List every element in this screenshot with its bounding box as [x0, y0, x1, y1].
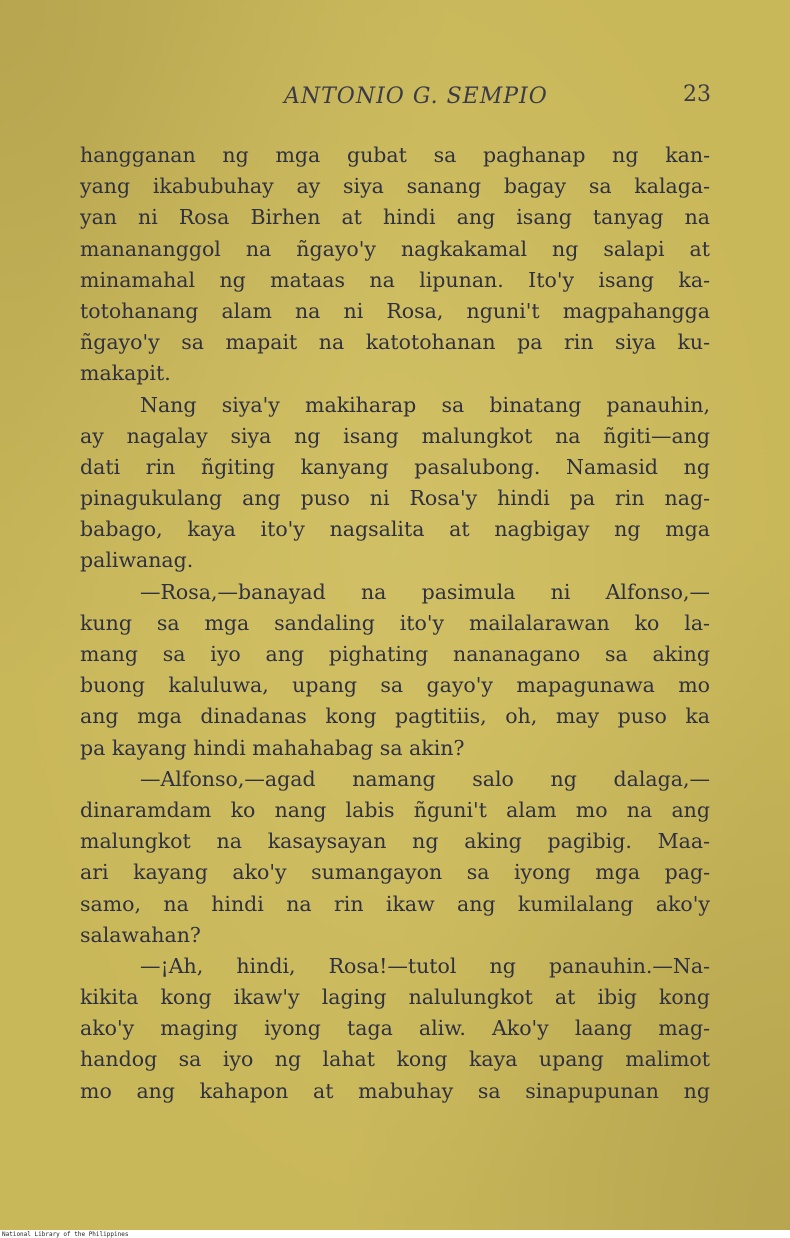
text-line: dati rin ñgiting kanyang pasalubong. Namasid ng — [80, 454, 710, 479]
text-line: babago, kaya ito'y nagsalita at nagbigay ng mga — [80, 517, 710, 542]
text-line: —¡Ah, hindi, Rosa!—tutol ng panauhin.—Na- — [140, 953, 710, 978]
text-line: kikita kong ikaw'y laging nalulungkot at ibig kong — [80, 985, 710, 1010]
body-text — [80, 140, 710, 1107]
paragraph — [80, 764, 710, 951]
text-line: pa kayang hindi mahahabag sa akin? — [80, 735, 465, 760]
text-line: hangganan ng mga gubat sa paghanap ng kan- — [80, 143, 710, 167]
text-line: ako'y maging iyong taga aliw. Ako'y laang mag- — [80, 1016, 710, 1041]
text-line: ari kayang ako'y sumangayon sa iyong mga pag- — [80, 860, 710, 885]
text-line: —Rosa,—banayad na pasimula ni Alfonso,— — [140, 579, 710, 604]
text-line: —Alfonso,—agad namang salo ng dalaga,— — [140, 766, 710, 791]
scan-credit: National Library of the Philippines — [2, 1231, 129, 1238]
text-line: buong kaluluwa, upang sa gayo'y mapagunawa mo — [80, 673, 710, 698]
running-head — [0, 84, 790, 124]
text-line: ñgayo'y sa mapait na katotohanan pa rin siya ku- — [80, 330, 710, 355]
text-line: minamahal ng mataas na lipunan. Ito'y isang ka- — [80, 267, 710, 292]
text-line: manananggol na ñgayo'y nagkakamal ng salapi at — [80, 236, 710, 261]
text-line: totohanang alam na ni Rosa, nguni't magpahangga — [80, 298, 710, 323]
paragraph — [80, 140, 710, 390]
text-line: yang ikabubuhay ay siya sanang bagay sa kalaga- — [80, 174, 710, 199]
paragraph — [80, 577, 710, 764]
text-line: samo, na hindi na rin ikaw ang kumilalang ako'y — [80, 891, 710, 916]
text-line: pinagukulang ang puso ni Rosa'y hindi pa rin nag- — [80, 486, 710, 511]
page-number: 23 — [683, 82, 711, 107]
text-line: dinaramdam ko nang labis ñguni't alam mo na ang — [80, 797, 710, 822]
text-line: ay nagalay siya ng isang malungkot na ñgiti—ang — [80, 423, 710, 448]
text-line: mang sa iyo ang pighating nananagano sa aking — [80, 642, 710, 666]
paragraph — [80, 390, 710, 577]
text-line: mo ang kahapon at mabuhay sa sinapupunan ng — [80, 1078, 710, 1103]
text-line: salawahan? — [80, 922, 201, 947]
running-head-author: ANTONIO G. SEMPIO — [284, 84, 548, 109]
text-line: kung sa mga sandaling ito'y mailalarawan ko la- — [80, 610, 710, 635]
text-line: Nang siya'y makiharap sa binatang panauhin, — [140, 392, 710, 417]
text-line: handog sa iyo ng lahat kong kaya upang malimot — [80, 1047, 710, 1072]
text-line: malungkot na kasaysayan ng aking pagibig. Maa- — [80, 829, 710, 854]
paragraph — [80, 951, 710, 1107]
text-line: makapit. — [80, 361, 171, 386]
text-line: paliwanag. — [80, 548, 194, 573]
text-line: yan ni Rosa Birhen at hindi ang isang tanyag na — [80, 205, 710, 230]
text-line: ang mga dinadanas kong pagtitiis, oh, may puso ka — [80, 704, 710, 729]
